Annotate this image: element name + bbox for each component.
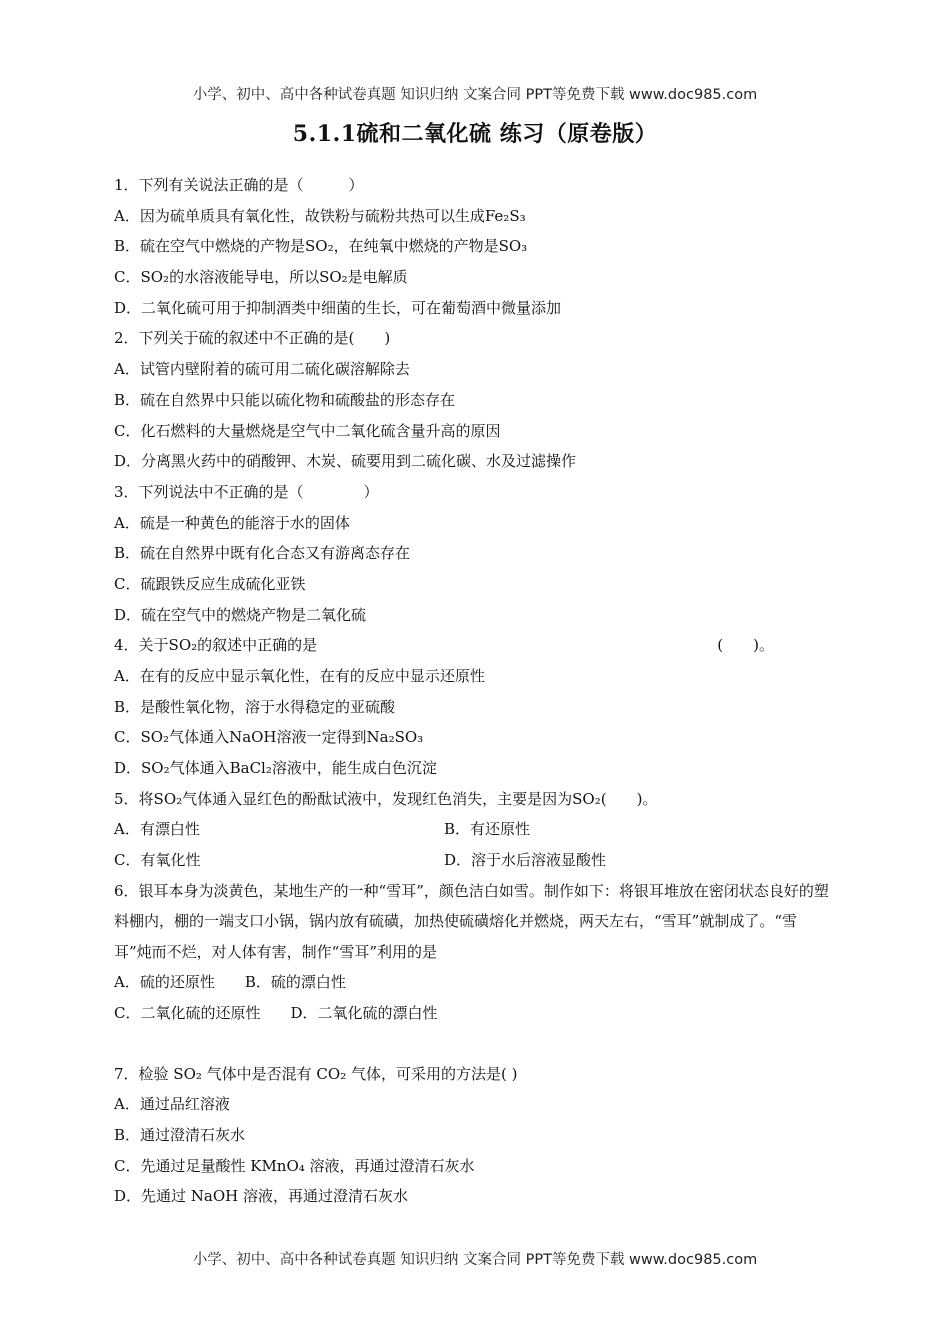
q5-option-b: B．有还原性 <box>444 820 531 839</box>
q2-option-d: D．分离黑火药中的硝酸钾、木炭、硫要用到二硫化碳、水及过滤操作 <box>114 452 577 471</box>
q7-option-a: A．通过品红溶液 <box>114 1095 230 1114</box>
q2-option-b: B．硫在自然界中只能以硫化物和硫酸盐的形态存在 <box>114 390 456 409</box>
q3-option-d: D．硫在空气中的燃烧产物是二氧化硫 <box>114 605 367 624</box>
q5-stem: 5．将SO₂气体通入显红色的酚酞试液中，发现红色消失，主要是因为SO₂( )。 <box>114 789 658 808</box>
question-list <box>114 170 834 1212</box>
q1-option-d: D．二氧化硫可用于抑制酒类中细菌的生长，可在葡萄酒中微量添加 <box>114 298 562 317</box>
q7-option-c: C．先通过足量酸性 KMnO₄ 溶液，再通过澄清石灰水 <box>114 1156 475 1175</box>
q5-options-row1 <box>114 814 834 845</box>
q5-option-d: D．溶于水后溶液显酸性 <box>444 851 607 870</box>
page-header: 小学、初中、高中各种试卷真题 知识归纳 文案合同 PPT等免费下载 www.doc985.com <box>192 87 758 103</box>
page-title: 5.1.1硫和二氧化硫 练习（原卷版） <box>292 121 658 147</box>
q7-stem: 7．检验 SO₂ 气体中是否混有 CO₂ 气体，可采用的方法是( ) <box>114 1064 518 1083</box>
q4-stem-row <box>114 630 834 661</box>
q6-options-cd: C．二氧化硫的还原性 D．二氧化硫的漂白性 <box>114 1004 438 1022</box>
q7-option-d: D．先通过 NaOH 溶液，再通过澄清石灰水 <box>114 1187 409 1206</box>
q4-option-a: A．在有的反应中显示氧化性，在有的反应中显示还原性 <box>114 667 485 685</box>
q1-option-b: B．硫在空气中燃烧的产物是SO₂，在纯氧中燃烧的产物是SO₃ <box>114 237 528 256</box>
q3-option-a: A．硫是一种黄色的能溶于水的固体 <box>114 513 350 532</box>
q5-option-a: A．有漂白性 <box>114 820 200 839</box>
q3-option-c: C．硫跟铁反应生成硫化亚铁 <box>114 574 306 593</box>
q4-stem: 4．关于SO₂的叙述中正确的是 <box>114 636 318 655</box>
q5-option-c: C．有氧化性 <box>114 851 201 870</box>
page-footer: 小学、初中、高中各种试卷真题 知识归纳 文案合同 PPT等免费下载 www.doc985.com <box>192 1252 758 1268</box>
q4-option-c: C．SO₂气体通入NaOH溶液一定得到Na₂SO₃ <box>114 728 424 747</box>
q4-option-d: D．SO₂气体通入BaCl₂溶液中，能生成白色沉淀 <box>114 759 437 778</box>
q1-option-c: C．SO₂的水溶液能导电，所以SO₂是电解质 <box>114 268 408 287</box>
q1-stem: 1．下列有关说法正确的是（ ） <box>114 176 364 194</box>
q1-option-a: A．因为硫单质具有氧化性，故铁粉与硫粉共热可以生成Fe₂S₃ <box>114 206 526 225</box>
spacer <box>114 1029 834 1059</box>
q4-option-b: B．是酸性氧化物，溶于水得稳定的亚硫酸 <box>114 697 396 716</box>
q6-stem: 6．银耳本身为淡黄色，某地生产的一种“雪耳”，颜色洁白如雪。制作如下：将银耳堆放在密闭状态良好的塑料棚内，棚的一端支口小锅，锅内放有硫磺，加热使硫磺熔化并燃烧，两天左右，“雪耳”就制成了。“雪耳”炖而不烂，对人体有害，制作“雪耳”利用的是 <box>114 881 829 961</box>
q4-answer-paren: ( )。 <box>717 636 774 655</box>
q7-option-b: B．通过澄清石灰水 <box>114 1126 246 1145</box>
q3-option-b: B．硫在自然界中既有化合态又有游离态存在 <box>114 544 411 563</box>
q2-option-c: C．化石燃料的大量燃烧是空气中二氧化硫含量升高的原因 <box>114 421 501 440</box>
q2-stem: 2．下列关于硫的叙述中不正确的是( ) <box>114 329 391 348</box>
q3-stem: 3．下列说法中不正确的是（ ） <box>114 482 379 501</box>
q5-options-row2 <box>114 845 834 876</box>
q2-option-a: A．试管内壁附着的硫可用二硫化碳溶解除去 <box>114 360 410 379</box>
q6-options-ab: A．硫的还原性 B．硫的漂白性 <box>114 973 346 992</box>
